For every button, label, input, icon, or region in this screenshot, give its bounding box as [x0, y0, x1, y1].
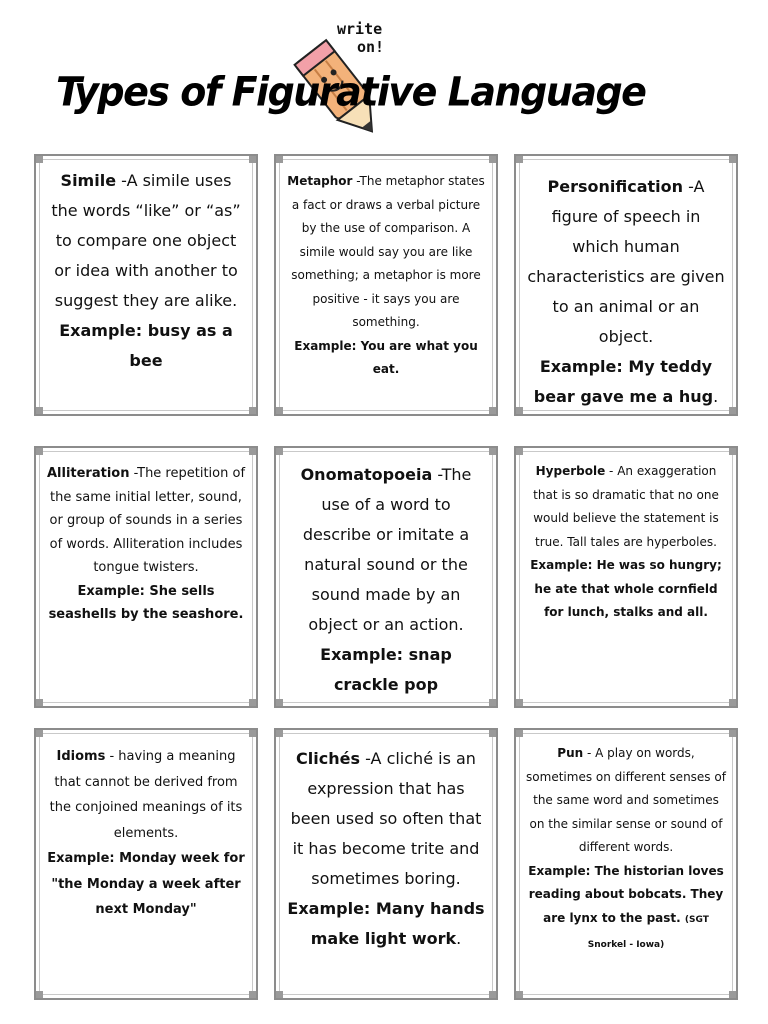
definition: A figure of speech in which human characteristics are given to an animal or an object.	[527, 177, 725, 346]
term-label: Hyperbole	[535, 464, 606, 478]
card-idioms: Idioms - having a meaning that cannot be derived from the conjoined meanings of its elements. Example: Monday week for "the Monday a week after next Monday"	[34, 728, 258, 1000]
card-hyperbole: Hyperbole - An exaggeration that is so dramatic that no one would believe the statement is true. Tall tales are hyperboles. Example: He was so hungry; he ate that whole cornfield for lunch, stalks and all.	[514, 446, 738, 708]
example: Example: The historian loves reading about bobcats. They are lynx to the past. (SGT Snorkel - Iowa)	[528, 863, 724, 950]
definition: A cliché is an expression that has been used so often that it has become trite and sometimes boring.	[290, 749, 482, 888]
definition: The repetition of the same initial letter, sound, or group of sounds in a series of words. Alliteration includes tongue twisters.	[49, 466, 246, 575]
definition: A simile uses the words “like” or “as” to compare one object or idea with another to suggest they are alike.	[51, 171, 241, 310]
definition: An exaggeration that is so dramatic that no one would believe the statement is true. Tall tales are hyperboles.	[533, 464, 719, 549]
badge-on: on!	[357, 38, 385, 56]
card-pun: Pun - A play on words, sometimes on different senses of the same word and sometimes on the similar sense or sound of different words. Example: The historian loves reading about bobcats. They are lynx to the past. (SGT Snorkel - Iowa)	[514, 728, 738, 1000]
example: Example: He was so hungry; he ate that whole cornfield for lunch, stalks and all.	[530, 558, 722, 619]
term-label: Idioms	[56, 749, 106, 764]
card-metaphor: Metaphor -The metaphor states a fact or draws a verbal picture by the use of comparison. A simile would say you are like something; a metaphor is more positive - it says you are something. Example: You are what you eat.	[274, 154, 498, 416]
card-onomatopoeia: Onomatopoeia -The use of a word to describe or imitate a natural sound or the sound made by an object or an action. Example: snap crackle pop	[274, 446, 498, 708]
example: Example: snap crackle pop	[320, 645, 452, 694]
definition: The use of a word to describe or imitate a natural sound or the sound made by an object or an action.	[302, 465, 472, 634]
example: Example: My teddy bear gave me a hug.	[533, 357, 719, 406]
card-simile: Simile -A simile uses the words “like” or “as” to compare one object or idea with another to suggest they are alike. Example: busy as a bee	[34, 154, 258, 416]
card-personification: Personification -A figure of speech in which human characteristics are given to an animal or an object. Example: My teddy bear gave me a hug.	[514, 154, 738, 416]
definition: The metaphor states a fact or draws a verbal picture by the use of comparison. A simile would say you are like something; a metaphor is more positive - it says you are something.	[291, 174, 485, 329]
source-credit: (SGT Snorkel - Iowa)	[587, 914, 709, 950]
term-label: Personification	[547, 177, 684, 196]
term-label: Clichés	[296, 749, 361, 768]
definition: A play on words, sometimes on different senses of the same word and sometimes on the similar sense or sound of different words.	[526, 746, 726, 854]
term-label: Simile	[60, 171, 117, 190]
example: Example: busy as a bee	[59, 321, 233, 370]
term-label: Onomatopoeia	[300, 465, 433, 484]
definition: having a meaning that cannot be derived from the conjoined meanings of its elements.	[49, 749, 243, 841]
example: Example: Monday week for "the Monday a week after next Monday"	[47, 851, 245, 917]
example: Example: She sells seashells by the seashore.	[48, 583, 244, 622]
term-label: Alliteration	[46, 466, 130, 481]
example: Example: Many hands make light work.	[287, 899, 485, 948]
badge-write: write	[337, 20, 383, 38]
term-label: Pun	[557, 746, 584, 760]
term-label: Metaphor	[287, 174, 353, 188]
example: Example: You are what you eat.	[294, 338, 478, 376]
card-cliches: Clichés -A cliché is an expression that has been used so often that it has become trite and sometimes boring. Example: Many hands make light work.	[274, 728, 498, 1000]
card-alliteration: Alliteration -The repetition of the same initial letter, sound, or group of sounds in a series of words. Alliteration includes tongue twisters. Example: She sells seashells by the seashore.	[34, 446, 258, 708]
page-title: Types of Figurative Language	[56, 68, 646, 116]
